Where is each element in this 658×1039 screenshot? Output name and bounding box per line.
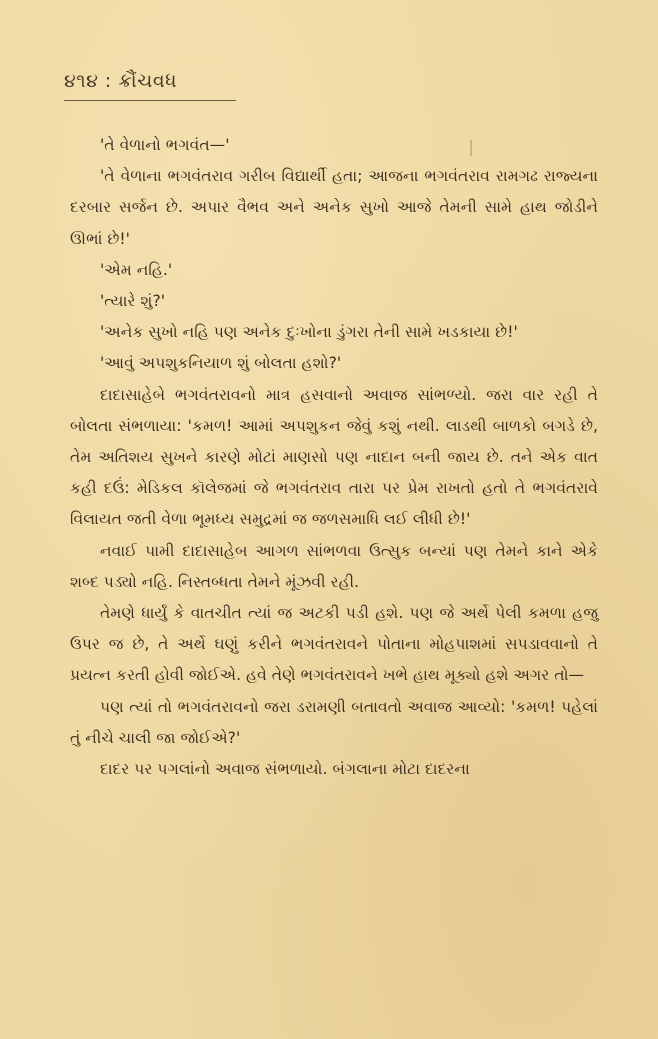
paragraph: 'એમ નહિ.' xyxy=(100,260,173,279)
paragraph: 'તે વેળાના ભગવંતરાવ ગરીબ વિદ્યાર્થી હતા; આજના ભગવંતરાવ રામગઢ રાજ્યના દરબાર સર્જન છે. અપાર વૈભવ અને અનેક સુખો આજે તેમની સામે હાથ જોડીને ઊભાં છે!' xyxy=(70,167,598,248)
paragraph: 'અનેક સુખો નહિ પણ અનેક દુઃખોના ડુંગરા તેની સામે ખડકાયા છે!' xyxy=(100,323,518,342)
paragraph: દાદાસાહેબે ભગવંતરાવનો માત્ર હસવાનો અવાજ સાંભળ્યો. જરા વાર રહી તે બોલતા સંભળાયા: 'કમળ! આમાં અપશુકન જેવું કશું નથી. લાડથી બાળકો બગડે છે, તેમ અતિશય સુખને કારણે મોટાં માણસો પણ નાદાન બની જાય છે. તને એક વાત કહી દઉં: મેડિકલ કૉલેજમાં જે ભગવંતરાવ તારા પર પ્રેમ રાખતો હતો તે ભગવંતરાવે વિલાયત જતી વેળા ભૂમધ્ય સમુદ્રમાં જ જળસમાધિ લઈ લીધી છે!' xyxy=(70,385,598,529)
paragraph: દાદર પર પગલાંનો અવાજ સંભળાયો. બંગલાના મોટા દાદરના xyxy=(100,760,470,779)
paragraph: પણ ત્યાં તો ભગવંતરાવનો જરા ડરામણી બતાવતો અવાજ આવ્યો: 'કમળ! પહેલાં તું નીચે ચાલી જા જોઈએ?' xyxy=(70,697,598,747)
header-underline xyxy=(64,100,236,101)
paragraph: નવાઈ પામી દાદાસાહેબ આગળ સાંભળવા ઉત્સુક બન્યાં પણ તેમને કાને એકે શબ્દ પડ્યો નહિ. નિસ્તબ્ધતા તેમને મૂંઝવી રહી. xyxy=(70,541,598,591)
page-header: ૪૧૪ : ક્રૌંચવધ xyxy=(64,70,178,92)
paragraph: 'તે વેળાનો ભગવંત—' xyxy=(100,136,230,154)
paragraph: 'ત્યારે શું?' xyxy=(100,292,166,311)
paragraph: તેમણે ધાર્યું કે વાતચીત ત્યાં જ અટકી પડી હશે. પણ જે અર્થે પેલી કમળા હજુ ઉપર જ છે, તે અર્થે ઘણું કરીને ભગવંતરાવને પોતાના મોહપાશમાં સપડાવવાનો તે પ્રયત્ન કરતી હોવી જોઈએ. હવે તેણે ભગવંતરાવને ખભે હાથ મૂક્યો હશે અગર તો— xyxy=(70,604,598,685)
paragraph: 'આવું અપશુકનિયાળ શું બોલતા હશો?' xyxy=(100,354,342,373)
body-text xyxy=(70,130,598,785)
